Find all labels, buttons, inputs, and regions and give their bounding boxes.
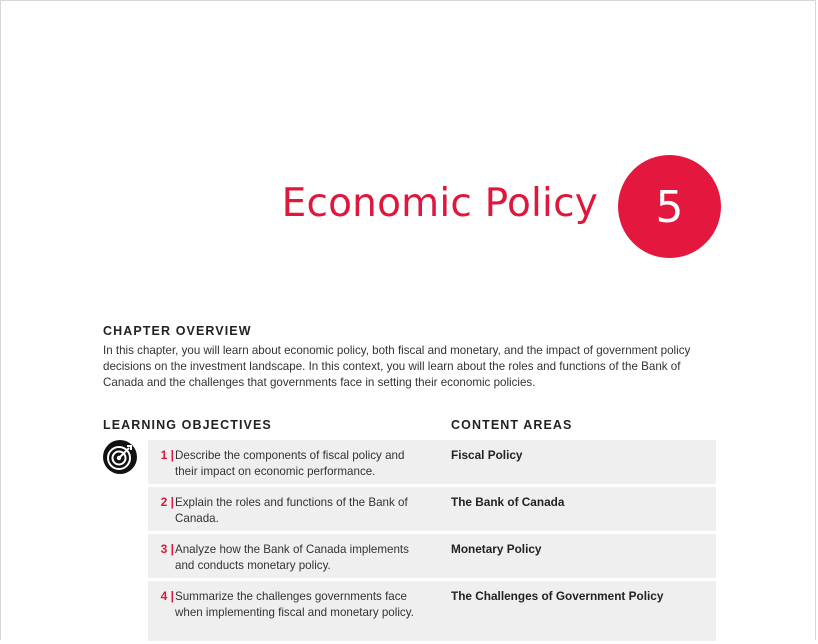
target-icon [103, 440, 137, 474]
objective-row [148, 487, 716, 531]
content-area-label: The Bank of Canada [451, 495, 565, 509]
chapter-title: Economic Policy [281, 181, 598, 226]
content-area-label: The Challenges of Government Policy [451, 589, 664, 603]
objective-number: 1 | [160, 448, 174, 462]
content-area-label: Fiscal Policy [451, 448, 523, 462]
objective-number: 4 | [160, 589, 174, 603]
objective-text: Summarize the challenges governments face when implementing fiscal and monetary policy. [175, 590, 414, 619]
objective-number: 3 | [160, 542, 174, 556]
overview-text: In this chapter, you will learn about economic policy, both fiscal and monetary, and the impact of government policy decisions on the investment landscape. In this context, you will learn about the roles and functions of the Bank of Canada and the challenges that governments face in setting their economic policies. [103, 344, 691, 389]
objective-row [148, 581, 716, 641]
content-area-label: Monetary Policy [451, 542, 542, 556]
chapter-number-badge: 5 [618, 155, 721, 258]
objectives-list [148, 440, 716, 644]
objective-row [148, 534, 716, 578]
overview-heading: CHAPTER OVERVIEW [103, 324, 252, 338]
objective-text: Describe the components of fiscal policy and their impact on economic performance. [175, 449, 405, 478]
learning-objectives-heading: LEARNING OBJECTIVES [103, 418, 272, 432]
objective-text: Analyze how the Bank of Canada implements and conducts monetary policy. [175, 543, 409, 572]
objective-row [148, 440, 716, 484]
objective-number: 2 | [160, 495, 174, 509]
content-areas-heading: CONTENT AREAS [451, 418, 573, 432]
objective-text: Explain the roles and functions of the Bank of Canada. [175, 496, 408, 525]
